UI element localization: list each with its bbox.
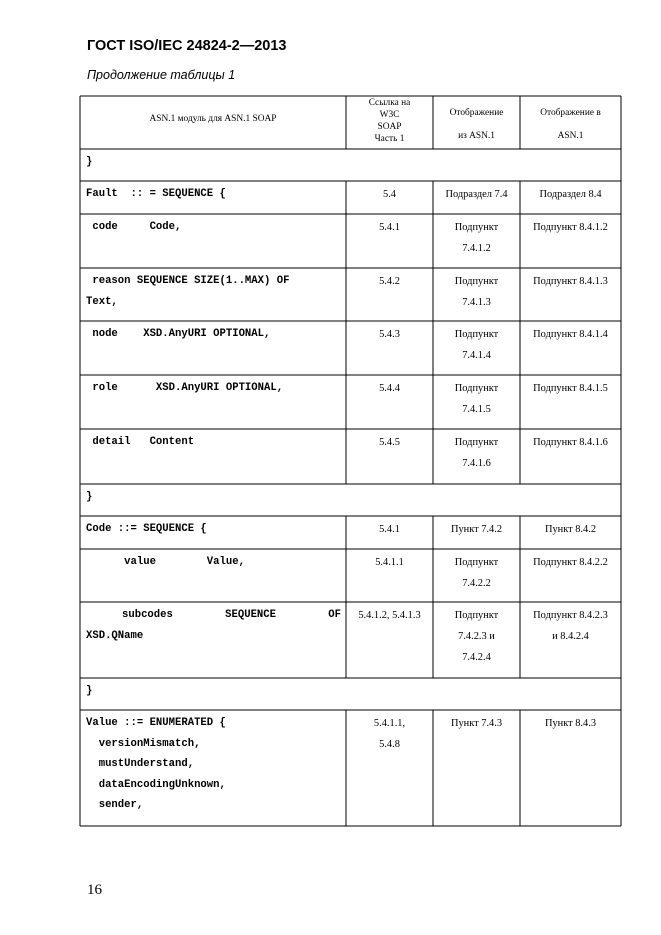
- mapping-to-asn1-cell: [520, 378, 621, 429]
- w3c-reference-cell: [346, 184, 433, 214]
- w3c-reference-cell-line: 5.4.4: [379, 383, 400, 394]
- asn-cell-line: versionMismatch,: [86, 737, 201, 750]
- column-header-3: [433, 102, 520, 148]
- w3c-reference-cell-line: 5.4.1.1: [375, 557, 404, 568]
- mapping-from-asn1-cell-line: 7.4.1.2: [462, 243, 491, 254]
- mapping-from-asn1-cell-line: 7.4.2.2: [462, 578, 491, 589]
- asn-cell: [86, 552, 342, 602]
- w3c-reference-cell-line: 5.4.8: [379, 739, 400, 750]
- table-continuation-caption: Продолжение таблицы 1: [87, 68, 236, 82]
- mapping-to-asn1-cell-line: Подпункт 8.4.1.4: [533, 329, 608, 340]
- mapping-to-asn1-cell-line: Подпункт 8.4.1.6: [533, 437, 608, 448]
- mapping-to-asn1-cell-line: Подпункт 8.4.1.5: [533, 383, 608, 394]
- asn-cell-line: mustUnderstand,: [86, 758, 195, 770]
- mapping-to-asn1-cell-line: Пункт 8.4.3: [544, 718, 597, 729]
- w3c-reference-cell: [346, 217, 433, 268]
- mapping-from-asn1-cell-line: Подпункт: [454, 276, 499, 287]
- column-header-line: Отображение в: [540, 108, 601, 118]
- asn-cell-line: dataEncodingUnknown,: [86, 778, 226, 791]
- mapping-from-asn1-cell-line: Подпункт: [454, 610, 499, 621]
- column-header-1: [80, 113, 346, 125]
- mapping-from-asn1-cell-line: Подпункт: [454, 222, 499, 233]
- w3c-reference-cell-line: 5.4.1.2, 5.4.1.3: [358, 610, 421, 621]
- mapping-to-asn1-cell-line: Подраздел 8.4: [539, 189, 602, 200]
- mapping-from-asn1-cell-line: Подраздел 7.4: [445, 189, 508, 200]
- column-header-line: ASN.1 модуль для ASN.1 SOAP: [149, 114, 277, 124]
- closing-brace-cell-line: }: [86, 156, 93, 168]
- asn-cell-line: code Code,: [86, 221, 182, 233]
- w3c-reference-cell-line: 5.4.1: [379, 524, 400, 535]
- mapping-from-asn1-cell-line: Подпункт: [454, 437, 499, 448]
- mapping-from-asn1-cell-line: 7.4.1.5: [462, 404, 491, 415]
- mapping-to-asn1-cell-line: Подпункт 8.4.2.3: [533, 610, 608, 621]
- mapping-to-asn1-cell-line: Подпункт 8.4.1.2: [533, 222, 608, 233]
- column-header-line: из ASN.1: [458, 131, 495, 141]
- asn-cell-line: Fault :: = SEQUENCE {: [86, 188, 226, 200]
- closing-brace-cell: [86, 681, 342, 710]
- w3c-reference-cell: [346, 324, 433, 375]
- w3c-reference-cell: [346, 519, 433, 549]
- document-title: ГОСТ ISO/IEC 24824-2—2013: [87, 38, 287, 54]
- w3c-reference-cell: [346, 713, 433, 826]
- mapping-to-asn1-cell-line: Пункт 8.4.2: [544, 524, 597, 535]
- closing-brace-cell: [86, 487, 342, 516]
- asn-cell-line: sender,: [86, 799, 144, 811]
- column-header-line: ASN.1: [557, 131, 584, 141]
- mapping-from-asn1-cell-line: 7.4.1.6: [462, 458, 491, 469]
- mapping-from-asn1-cell-line: 7.4.2.4: [462, 652, 491, 663]
- asn-cell-line: reason SEQUENCE SIZE(1..MAX) OF: [86, 275, 290, 287]
- mapping-from-asn1-cell: [433, 184, 520, 214]
- mapping-to-asn1-cell-line: Подпункт 8.4.1.3: [533, 276, 608, 287]
- asn-token: OF: [328, 609, 341, 621]
- asn-cell-line: Value ::= ENUMERATED {: [86, 717, 226, 729]
- mapping-from-asn1-cell-line: 7.4.2.3 и: [458, 631, 495, 642]
- mapping-from-asn1-cell-line: Подпункт: [454, 557, 499, 568]
- asn-token: XSD.QName: [86, 630, 144, 642]
- mapping-from-asn1-cell-line: 7.4.1.4: [462, 350, 491, 361]
- closing-brace-cell-line: }: [86, 685, 93, 697]
- mapping-to-asn1-cell: [520, 217, 621, 268]
- mapping-from-asn1-cell: [433, 552, 520, 602]
- mapping-from-asn1-cell: [433, 713, 520, 826]
- asn-cell-line: detail Content: [86, 436, 195, 448]
- mapping-from-asn1-cell: [433, 271, 520, 321]
- asn-cell: [86, 432, 342, 484]
- w3c-reference-cell: [346, 378, 433, 429]
- column-header-line: Часть 1: [374, 134, 405, 144]
- w3c-reference-cell: [346, 552, 433, 602]
- w3c-reference-cell-line: 5.4.1.1,: [373, 718, 406, 729]
- mapping-to-asn1-cell: [520, 432, 621, 484]
- asn-cell: [86, 217, 342, 268]
- mapping-to-asn1-cell: [520, 605, 621, 678]
- w3c-reference-cell: [346, 605, 433, 678]
- mapping-from-asn1-cell: [433, 217, 520, 268]
- asn-cell: [86, 271, 342, 321]
- w3c-reference-cell-line: 5.4.3: [379, 329, 400, 340]
- mapping-from-asn1-cell: [433, 432, 520, 484]
- asn-cell-line: role XSD.AnyURI OPTIONAL,: [86, 382, 284, 394]
- closing-brace-cell: [86, 152, 342, 181]
- mapping-from-asn1-cell: [433, 378, 520, 429]
- column-header-line: W3C: [379, 110, 400, 120]
- mapping-from-asn1-cell-line: 7.4.1.3: [462, 297, 491, 308]
- mapping-to-asn1-cell: [520, 713, 621, 826]
- mapping-from-asn1-cell-line: Подпункт: [454, 329, 499, 340]
- w3c-reference-cell: [346, 432, 433, 484]
- mapping-from-asn1-cell: [433, 519, 520, 549]
- mapping-from-asn1-cell-line: Подпункт: [454, 383, 499, 394]
- asn-cell: [86, 519, 342, 549]
- column-header-line: Ссылка на: [368, 98, 411, 108]
- mapping-to-asn1-cell-line: и 8.4.2.4: [552, 631, 589, 642]
- mapping-to-asn1-cell: [520, 184, 621, 214]
- mapping-from-asn1-cell-line: Пункт 7.4.3: [450, 718, 503, 729]
- asn-cell-line: Code ::= SEQUENCE {: [86, 523, 207, 535]
- mapping-from-asn1-cell-line: Пункт 7.4.2: [450, 524, 503, 535]
- mapping-to-asn1-cell: [520, 324, 621, 375]
- asn-token: SEQUENCE: [225, 609, 276, 621]
- column-header-line: Отображение: [449, 108, 504, 118]
- asn-cell-line: node XSD.AnyURI OPTIONAL,: [86, 328, 271, 340]
- column-header-line: SOAP: [377, 122, 402, 132]
- mapping-to-asn1-cell: [520, 271, 621, 321]
- asn-cell: [86, 605, 341, 678]
- asn-cell: [86, 378, 342, 429]
- w3c-reference-cell: [346, 271, 433, 321]
- column-header-4: [520, 102, 621, 148]
- page-number: 16: [87, 882, 102, 898]
- w3c-reference-cell-line: 5.4: [383, 189, 396, 200]
- asn-cell-line: Text,: [86, 296, 118, 308]
- asn-cell: [86, 184, 342, 214]
- column-header-2: [346, 97, 433, 145]
- w3c-reference-cell-line: 5.4.2: [379, 276, 400, 287]
- mapping-from-asn1-cell: [433, 605, 520, 678]
- mapping-to-asn1-cell-line: Подпункт 8.4.2.2: [533, 557, 608, 568]
- asn-token: subcodes: [122, 609, 173, 621]
- asn-cell: [86, 713, 342, 826]
- w3c-reference-cell-line: 5.4.1: [379, 222, 400, 233]
- mapping-to-asn1-cell: [520, 552, 621, 602]
- closing-brace-cell-line: }: [86, 491, 93, 503]
- mapping-to-asn1-cell: [520, 519, 621, 549]
- asn-cell-line: value Value,: [86, 556, 245, 568]
- mapping-from-asn1-cell: [433, 324, 520, 375]
- w3c-reference-cell-line: 5.4.5: [379, 437, 400, 448]
- asn-cell: [86, 324, 342, 375]
